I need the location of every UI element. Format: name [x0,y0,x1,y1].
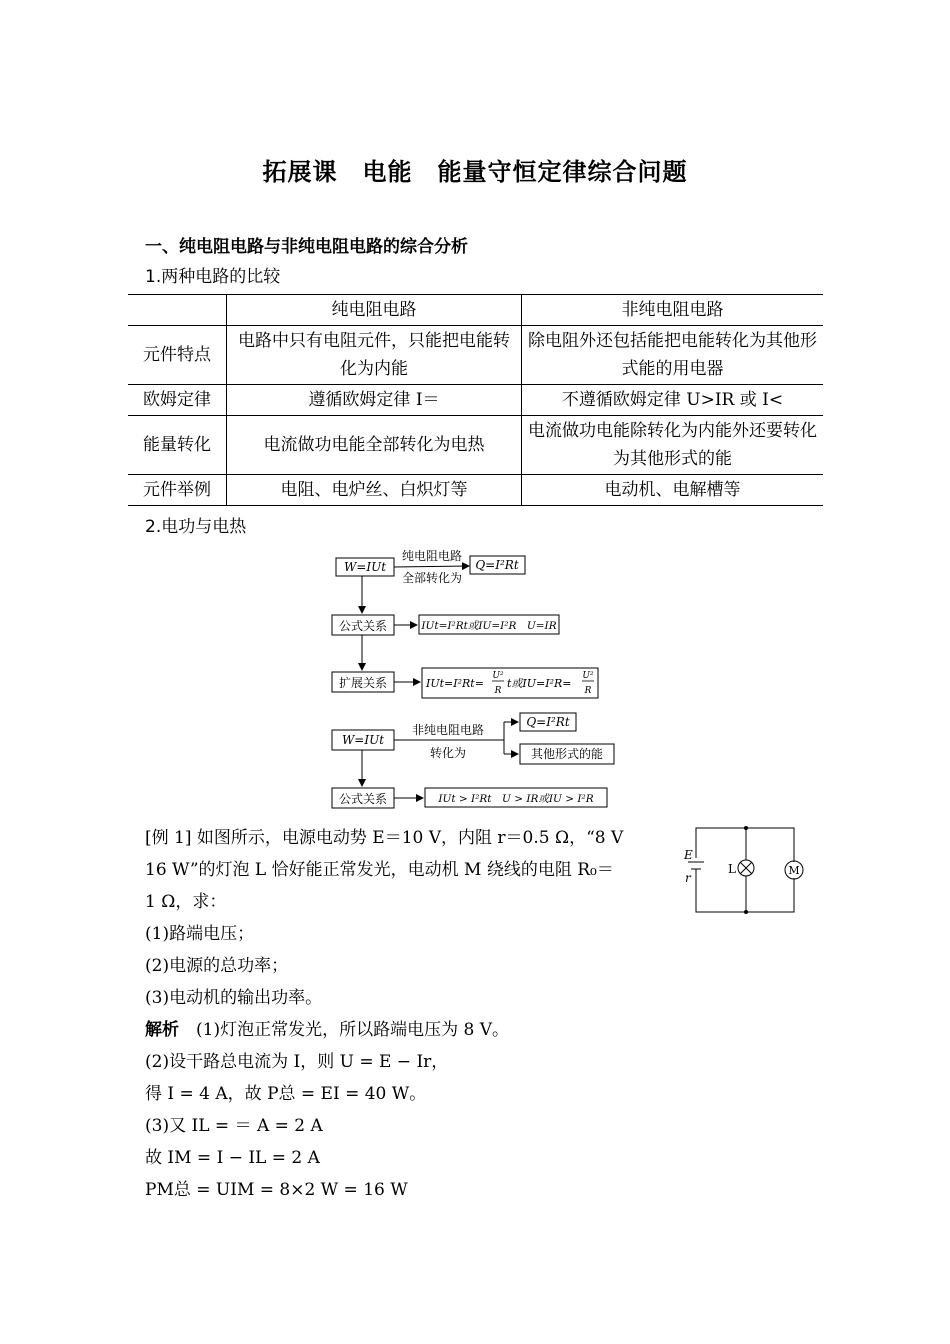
nonpure-cell: 电流做功电能除转化为内能外还要转化为其他形式的能 [522,416,824,475]
question-1: (1)路端电压； [145,924,255,944]
work-heat-flowchart [320,540,630,815]
flow-text-formula-rel2: 公式关系 [338,792,388,806]
answer-line-2: (2)设干路总电流为 I，则 U = E − Ir， [145,1052,449,1072]
row-label: 元件举例 [128,475,227,506]
answer-line-6: PM总 = UIM = 8×2 W = 16 W [145,1180,408,1200]
flow-text-w1: W=IUt [343,560,387,574]
pure-cell: 电路中只有电阻元件，只能把电能转化为内能 [227,326,522,385]
table-row [128,475,823,506]
flow-text-w2: W=IUt [341,733,385,747]
flow-text-rel1: IUt=I²Rt或IU=I²R U=IR [421,620,557,632]
table-header-nonpure: 非纯电阻电路 [522,295,824,326]
flow-text-ext-num2: U² [582,671,594,681]
table-row [128,326,823,385]
flow-text-q2: Q=I²Rt [526,715,570,729]
nonpure-cell: 不遵循欧姆定律 U>IR 或 I< [522,385,824,416]
table-header-row [128,295,823,326]
example-line-2: 16 W”的灯泡 L 恰好能正常发光，电动机 M 绕线的电阻 R₀＝ [145,860,614,880]
page-title: 拓展课 电能 能量守恒定律综合问题 [262,158,688,186]
answer-line-4: (3)又 IL = ＝ A = 2 A [145,1116,323,1136]
answer-text-1: (1)灯泡正常发光，所以路端电压为 8 V。 [179,1020,509,1040]
answer-line-3: 得 I = 4 A，故 P总 = EI = 40 W。 [145,1084,427,1104]
row-label: 能量转化 [128,416,227,475]
flow-text-ext-a: IUt=I²Rt= [426,677,484,690]
row-label: 欧姆定律 [128,385,227,416]
table-header-blank [128,295,227,326]
pure-cell: 电流做功电能全部转化为电热 [227,416,522,475]
subsection-heading-comparison: 1.两种电路的比较 [145,267,281,287]
flow-text-q1: Q=I²Rt [475,558,519,572]
comparison-table [128,294,823,506]
question-3: (3)电动机的输出功率。 [145,988,323,1008]
circuit-label-l: L [728,862,736,876]
flow-text-other: 其他形式的能 [530,747,604,761]
table-header-pure: 纯电阻电路 [227,295,522,326]
flow-text-ext-b: t或IU=I²R= [507,677,572,690]
flow-text-convert: 转化为 [429,746,467,760]
circuit-label-m: M [788,864,800,877]
flow-text-ext-den2: R [584,686,592,696]
circuit-label-e: E [684,848,693,862]
pure-cell: 电阻、电炉丝、白炽灯等 [227,475,522,506]
flow-text-ext-rel: 扩展关系 [338,676,388,690]
circuit-diagram [680,820,810,920]
circuit-label-r: r [685,871,691,885]
flow-text-nonpure: 非纯电阻电路 [411,723,485,737]
table-row [128,416,823,475]
example-line-1: [例 1] 如图所示，电源电动势 E＝10 V，内阻 r＝0.5 Ω，“8 V [145,828,624,848]
answer-line-1 [145,1014,509,1046]
example-line-3: 1 Ω，求： [145,892,227,912]
flow-text-pure: 纯电阻电路 [401,549,463,563]
section-heading: 一、纯电阻电路与非纯电阻电路的综合分析 [145,237,468,257]
row-label: 元件特点 [128,326,227,385]
nonpure-cell: 电动机、电解槽等 [522,475,824,506]
subsection-heading-work-heat: 2.电功与电热 [145,517,247,537]
pure-cell: 遵循欧姆定律 I＝ [227,385,522,416]
nonpure-cell: 除电阻外还包括能把电能转化为其他形式能的用电器 [522,326,824,385]
flow-text-ext-num: U² [492,671,504,681]
flow-text-ext-den: R [494,686,502,696]
answer-label: 解析 [145,1020,179,1040]
question-2: (2)电源的总功率； [145,956,289,976]
flow-text-formula-rel: 公式关系 [338,619,388,633]
answer-line-5: 故 IM = I − IL = 2 A [145,1148,320,1168]
flow-text-rel2: IUt > I²Rt U > IR或IU > I²R [438,793,594,805]
table-row [128,385,823,416]
flow-text-all-convert: 全部转化为 [401,571,463,585]
